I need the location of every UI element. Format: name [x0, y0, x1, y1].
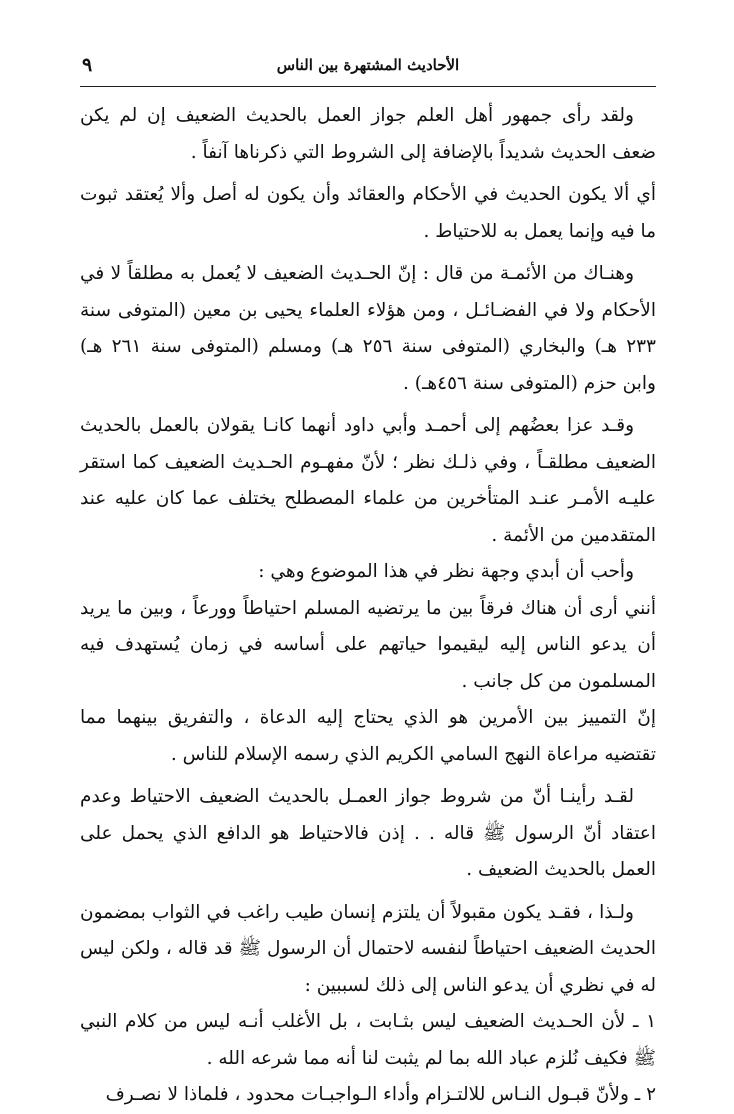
paragraph-ahmad-abu-dawud: وقـد عزا بعضُهم إلى أحمـد وأبي داود أنهما كانـا يقولان بالعمل بالحديث الضعيف مطلقـاً ، وفي ذلـك نظر ؛ لأنّ مفهـوم الحـديث الضعيف كما استقر عليـه الأمـر عنـد المتأخرين من علماء المصطلح يختلف عما كان عليه عند المتقدمين من الأئمة .	[80, 415, 656, 546]
paragraph-precaution: لقـد رأينـا أنّ من شروط جواز العمـل بالحديث الضعيف الاحتياط وعدم اعتقاد أنّ الرسول ﷺ قاله . . إذن فالاحتياط هو الدافع الذي يحمل على العمل بالحديث الضعيف .	[80, 786, 656, 880]
paragraph-author-view-intro: وأحب أن أبدي وجهة نظر في هذا الموضوع وهي :	[258, 561, 634, 582]
running-title: الأحاديث المشتهرة بين الناس	[276, 56, 460, 74]
list-item-reason-1: ١ ـ لأن الحـديث الضعيف ليس بثـابت ، بل الأغلب أنـه ليس من كلام النبي ﷺ فكيف نُلزم عباد الله بما لم يثبت لنا أنه مما شرعه الله .	[80, 1011, 656, 1069]
paragraph-two-reasons: ولـذا ، فقـد يكون مقبولاً أن يلتزم إنسان طيب راغب في الثواب بمضمون الحديث الضعيف احتياطاً لنفسه لاحتمال أن الرسول ﷺ قد قاله ، ولكن ليس له في نظري أن يدعو الناس إلى ذلك لسببين :	[80, 901, 656, 996]
paragraph-majority-view: ولقد رأى جمهور أهل العلم جواز العمل بالحديث الضعيف إن لم يكن ضعف الحديث شديداً بالإضافة إلى الشروط التي ذكرناها آنفاً .	[80, 105, 656, 163]
list-item-reason-2: ٢ ـ ولأنّ قبـول النـاس للالتـزام وأداء الـواجبـات محدود ، فلماذا لا نصـرف	[105, 1084, 656, 1105]
paragraph-rejecting-imams: وهنـاك من الأئمـة من قال : إنّ الحـديث الضعيف لا يُعمل به مطلقاً لا في الأحكام ولا في الفضـائـل ، ومن هؤلاء العلماء يحيى بن معين (المتوفى سنة ٢٣٣ هـ) والبخاري (المتوفى سنة ٢٥٦ هـ) ومسلم (المتوفى سنة ٢٦١ هـ) وابن حزم (المتوفى سنة ٤٥٦هـ) .	[80, 263, 656, 394]
page-header	[80, 52, 656, 87]
paragraph-preachers: إنّ التمييز بين الأمرين هو الذي يحتاج إليه الدعاة ، والتفريق بينهما مما تقتضيه مراعاة النهج السامي الكريم الذي رسمه الإسلام للناس .	[80, 707, 656, 765]
paragraph-conditions: أي ألا يكون الحديث في الأحكام والعقائد وأن يكون له أصل وألا يُعتقد ثبوت ما فيه وإنما يعمل به للاحتياط .	[80, 184, 656, 242]
page-body	[80, 98, 656, 1114]
page-number: ٩	[82, 54, 93, 76]
paragraph-distinction: أنني أرى أن هناك فرقاً بين ما يرتضيه المسلم احتياطاً وورعاً ، وبين ما يريد أن يدعو الناس إليه ليقيموا حياتهم على أساسه في زمان يُستهدف فيه المسلمون من كل جانب .	[80, 597, 656, 692]
